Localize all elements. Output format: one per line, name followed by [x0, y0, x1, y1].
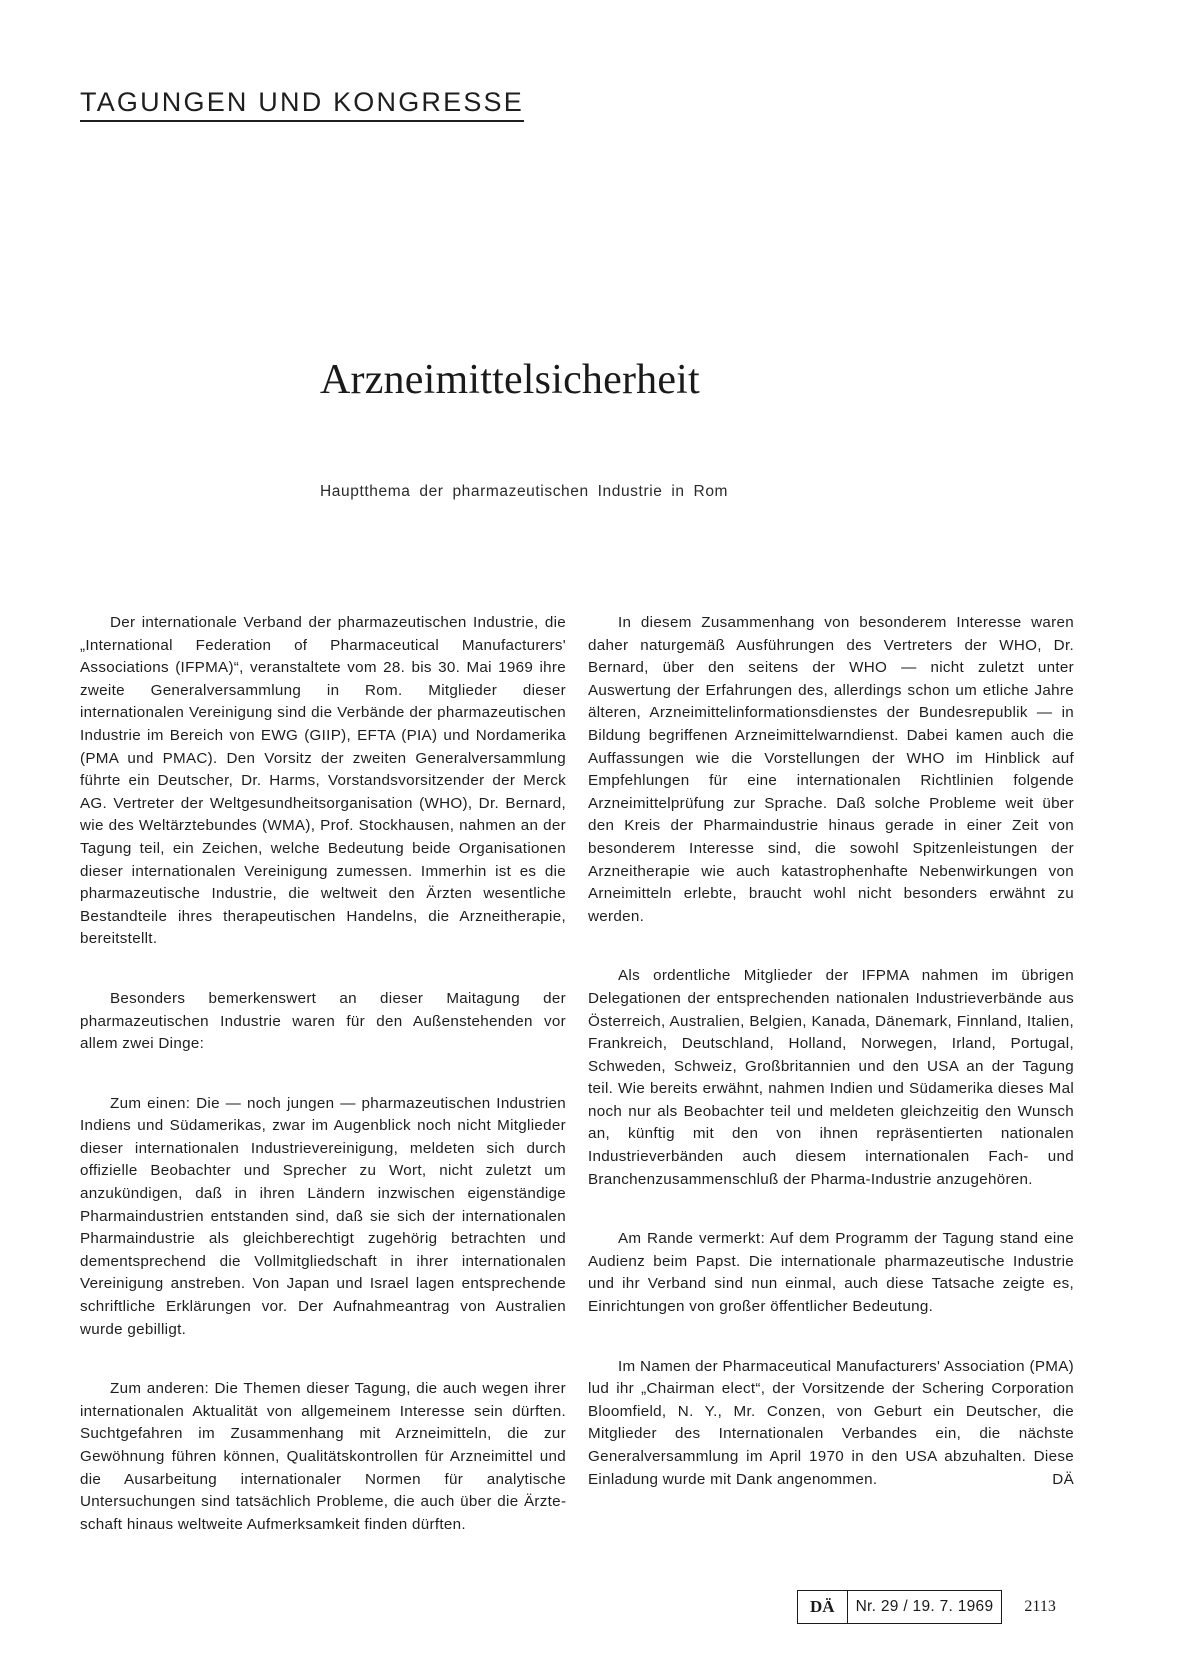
author-signature: DÄ — [1052, 1470, 1074, 1488]
paragraph: Zum anderen: Die Themen dieser Tagung, die auch wegen ihrer internationalen Aktualität von allgemeinem Interesse sein dürften. Suchtgefahren im Zusammenhang mit Arzneimitteln, die zur Gewöhnung führen können, Qualitätskontrollen für Arzneimittel und die Ausarbeitung internationaler Normen für analytische Untersuchungen sind tatsächlich Probleme, die auch über die Ärzteschaft hinaus weltweite Aufmerksamkeit finden dürften. — [80, 1380, 566, 1533]
issue-info: Nr. 29 / 19. 7. 1969 — [855, 1598, 994, 1615]
right-column — [588, 612, 1074, 1491]
paragraph: In diesem Zusammenhang von besonderem Interesse waren daher naturgemäß Ausführungen des Vertreters der WHO, Dr. Bernard, über den seitens der WHO — nicht zuletzt unter Auswertung der Erfahrungen des, allerdings schon um etliche Jahre älteren, Arzneimittelinformationsdienstes der Bundesrepublik — in Bildung begriffenen Arzneimittelwarndienst. Dabei kamen auch die Auffassungen wie die Vorstellungen der WHO im Hinblick auf Empfehlungen für eine internationalen Richtlinien folgende Arzneimittelprüfung zur Sprache. Daß solche Probleme weit über den Kreis der Pharmaindustrie hinaus gerade in einer Zeit von besonderem Interesse sind, die sowohl Spitzenleistungen der Arzneitherapie wie auch katastrophenhafte Nebenwirkungen von Arneimitteln erlebte, braucht wohl nicht besonders erwähnt zu werden. — [588, 614, 1074, 925]
journal-logo: DÄ — [798, 1591, 848, 1623]
paragraph-last — [588, 1356, 1074, 1492]
article-title: Arzneimittelsicherheit — [320, 357, 700, 403]
footer-box — [797, 1590, 1002, 1624]
paragraph: Besonders bemerkenswert an dieser Maitagung der pharmazeutischen Industrie waren für den Außenstehenden vor allem zwei Dinge: — [80, 989, 566, 1053]
article-subtitle: Hauptthema der pharmazeutischen Industrie in Rom — [320, 483, 729, 500]
paragraph: Am Rande vermerkt: Auf dem Programm der Tagung stand eine Audienz beim Papst. Die internationale pharmazeutische Industrie und ihr Verband sind nun einmal, auch diese Tatsache zeigte es, Einrichtungen von großer öffentlicher Bedeutung. — [588, 1230, 1074, 1316]
left-column — [80, 612, 566, 1536]
paragraph: Der internationale Verband der pharmazeutischen Industrie, die „International Federation of Pharmaceutical Manufacturers' Associations (IFPMA)“, veranstaltete vom 28. bis 30. Mai 1969 ihre zweite Generalversammlung in Rom. Mitglieder dieser internationalen Vereinigung sind die Verbände der pharmazeutischen Industrie im Bereich von EWG (GIIP), EFTA (PIA) und Nordamerika (PMA und PMAC). Den Vorsitz der zweiten Generalversammlung führte ein Deutscher, Dr. Harms, Vorstandsvorsitzender der Merck AG. Vertreter der Weltgesundheitsorganisation (WHO), Dr. Bernard, wie des Weltärztebundes (WMA), Prof. Stockhausen, nahmen an der Tagung teil, ein Zeichen, welche Bedeutung beide Organisationen dieser internationalen Vereinigung zumessen. Immerhin ist es die pharmazeutische Industrie, die weltweit den Ärzten wesentliche Bestandteile ihres therapeutischen Handelns, die Arzneitherapie, bereitstellt. — [80, 614, 566, 948]
paragraph: Als ordentliche Mitglieder der IFPMA nahmen im übrigen Delegationen der entsprechenden nationalen Industrieverbände aus Österreich, Australien, Belgien, Kanada, Dänemark, Finnland, Italien, Frankreich, Deutschland, Holland, Norwegen, Irland, Portugal, Schweden, Schweiz, Großbritannien und den USA an der Tagung teil. Wie bereits erwähnt, nahmen Indien und Südamerika dieses Mal noch nur als Beobachter teil und meldeten gleichzeitig den Wunsch an, künftig mit den von ihnen repräsentierten nationalen Industrieverbänden auch diesem internationalen Fach- und Branchenzusammenschluß der Pharma-Industrie anzugehören. — [588, 967, 1074, 1188]
page-footer — [797, 1590, 1056, 1624]
paragraph-text: Im Namen der Pharmaceutical Manufacturers' Association (PMA) lud ihr „Chairman elect“, der Vorsitzende der Schering Corporation Bloomfield, N. Y., Mr. Conzen, von Geburt ein Deutscher, die Mitglieder des Internationalen Verbandes ein, die nächste Generalversammlung im April 1970 in den USA abzuhalten. Diese Einladung wurde mit Dank angenommen. — [588, 1357, 1074, 1488]
section-header: TAGUNGEN UND KONGRESSE — [80, 86, 524, 122]
paragraph: Zum einen: Die — noch jungen — pharmazeutischen Industrien Indiens und Südamerikas, zwar im Augenblick noch nicht Mitglieder dieser internationalen Industrievereinigung, meldeten sich durch offizielle Beobachter und Sprecher zu Wort, nicht zuletzt um anzukündigen, daß in ihren Ländern inzwischen eigenständige Pharmaindustrien entstanden sind, daß sie sich der internationalen Pharmaindustrie als gleichberechtigt zugehörig betrachten und dementsprechend die Vollmitgliedschaft in ihrer internationalen Vereinigung anstreben. Von Japan und Israel lagen entsprechende schriftliche Erklärungen vor. Der Aufnahmeantrag von Australien wurde gebilligt. — [80, 1094, 566, 1338]
page-number: 2113 — [1024, 1598, 1056, 1615]
